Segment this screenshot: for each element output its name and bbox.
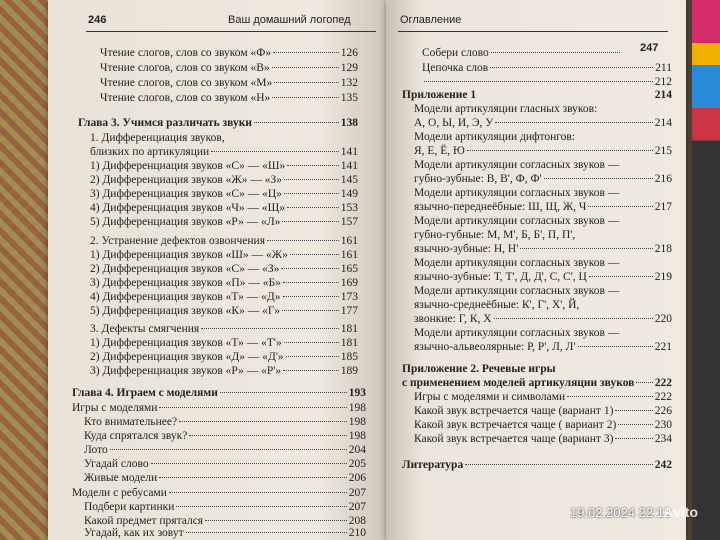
toc-appendix-heading: с применением моделей артикуляции звуков 222 <box>402 377 672 389</box>
toc-chapter-heading: Глава 4. Играем с моделями 193 <box>72 387 366 399</box>
toc-chapter-heading: Глава 3. Учимся различать звуки 138 <box>78 117 358 129</box>
avito-watermark: Avito <box>663 504 698 520</box>
toc-bibliography: Литература 242 <box>402 459 672 471</box>
toc-entry: 5) Дифференциация звуков «К» — «Г» 177 <box>90 305 358 317</box>
toc-entry: Чтение слогов, слов со звуком «М» 132 <box>100 77 358 89</box>
toc-subheading: Модели артикуляции дифтонгов: <box>414 131 576 143</box>
left-running-header: Ваш домашний логопед <box>228 14 351 26</box>
toc-section-heading: 1. Дифференциация звуков, <box>90 132 225 144</box>
toc-appendix-heading: Приложение 2. Речевые игры <box>402 363 556 375</box>
toc-entry: язычно-переднеёбные: Ш, Щ, Ж, Ч 217 <box>414 201 672 213</box>
toc-entry: Игры с моделями и символами 222 <box>414 391 672 403</box>
toc-entry: 3. Дефекты смягчения 181 <box>90 323 358 335</box>
left-page-number: 246 <box>88 14 107 26</box>
toc-entry: 1) Дифференциация звуков «Ш» — «Ж» 161 <box>90 249 358 261</box>
toc-entry: 3) Дифференциация звуков «П» — «Б» 169 <box>90 277 358 289</box>
toc-entry: 3) Дифференциация звуков «С» — «Ц» 149 <box>90 188 358 200</box>
toc-entry: язычно-зубные: Т, Т', Д, Д', С, С', Ц 219 <box>414 271 672 283</box>
toc-entry: 4) Дифференциация звуков «Ч» — «Щ» 153 <box>90 202 358 214</box>
toc-entry: 2. Устранение дефектов озвончения 161 <box>90 235 358 247</box>
toc-entry: Куда спрятался звук? 198 <box>84 430 366 442</box>
right-page-number: 247 <box>640 42 659 54</box>
toc-entry: Чтение слогов, слов со звуком «Ф» 126 <box>100 47 358 59</box>
toc-entry: А, О, Ы, И, Э, У 214 <box>414 117 672 129</box>
toc-entry: губно-зубные: В, В', Ф, Ф' 216 <box>414 173 672 185</box>
toc-entry: 5) Дифференциация звуков «Р» — «Л» 157 <box>90 216 358 228</box>
toc-entry: 2) Дифференциация звуков «Ж» — «З» 145 <box>90 174 358 186</box>
background-stripes <box>692 0 720 540</box>
toc-entry: 2) Дифференциация звуков «Д» — «Д'» 185 <box>90 351 358 363</box>
toc-entry: 2) Дифференциация звуков «С» — «З» 165 <box>90 263 358 275</box>
toc-subheading: язычно-среднеёбные: К', Г', Х', Й, <box>414 299 580 311</box>
toc-entry: 1) Дифференциация звуков «Т» — «Т'» 181 <box>90 337 358 349</box>
toc-entry: язычно-альвеолярные: Р, Р', Л, Л' 221 <box>414 341 672 353</box>
toc-entry: Живые модели 206 <box>84 472 366 484</box>
toc-entry: Какой звук встречается чаще (вариант 1) 226 <box>414 405 672 417</box>
toc-entry: Подбери картинки 207 <box>84 501 366 513</box>
toc-entry: Чтение слогов, слов со звуком «В» 129 <box>100 62 358 74</box>
toc-subheading: Модели артикуляции согласных звуков — <box>414 159 620 171</box>
toc-entry: 1) Дифференциация звуков «С» — «Ш» 141 <box>90 160 358 172</box>
toc-entry: Угадай слово 205 <box>84 458 366 470</box>
toc-entry: язычно-зубные: Н, Н' 218 <box>414 243 672 255</box>
toc-entry: Угадай, как их зовут 210 <box>84 527 366 539</box>
left-page <box>48 0 386 540</box>
toc-entry: Собери слово <box>422 48 622 60</box>
toc-entry: звонкие: Г, К, Х 220 <box>414 313 672 325</box>
left-toc <box>48 0 386 540</box>
right-toc <box>386 0 686 540</box>
toc-entry: Я, Е, Ё, Ю 215 <box>414 145 672 157</box>
toc-entry: Кто внимательнее? 198 <box>84 416 366 428</box>
toc-entry: Игры с моделями 198 <box>72 402 366 414</box>
right-running-header: Оглавление <box>400 14 462 26</box>
photo-date-stamp: 19.02.2024 22:13 <box>570 505 672 520</box>
toc-entry: 4) Дифференциация звуков «Т» — «Д» 173 <box>90 291 358 303</box>
toc-subheading: Модели артикуляции согласных звуков — <box>414 215 620 227</box>
toc-entry: Какой звук встречается чаще (вариант 3) 234 <box>414 433 672 445</box>
toc-entry: 212 <box>422 77 672 89</box>
toc-subheading: Модели артикуляции согласных звуков — <box>414 257 620 269</box>
right-page <box>386 0 686 540</box>
toc-subheading: Модели артикуляции согласных звуков — <box>414 327 620 339</box>
toc-entry: 3) Дифференциация звуков «Р» — «Р'» 189 <box>90 365 358 377</box>
toc-subheading: Модели артикуляции согласных звуков — <box>414 187 620 199</box>
toc-entry: Цепочка слов 211 <box>422 62 672 74</box>
toc-appendix-heading: Приложение 1 214 <box>402 89 672 101</box>
toc-subheading: Модели артикуляции согласных звуков — <box>414 285 620 297</box>
toc-entry: близких по артикуляции 141 <box>90 146 358 158</box>
toc-subheading: Модели артикуляции гласных звуков: <box>414 103 598 115</box>
toc-entry: Чтение слогов, слов со звуком «Н» 135 <box>100 92 358 104</box>
toc-entry: Лото 204 <box>84 444 366 456</box>
toc-entry: Какой предмет прятался 208 <box>84 515 366 527</box>
toc-subheading: губно-губные: М, М', Б, Б', П, П', <box>414 229 576 241</box>
toc-entry: Модели с ребусами 207 <box>72 487 366 499</box>
toc-entry: Какой звук встречается чаще ( вариант 2) 230 <box>414 419 672 431</box>
